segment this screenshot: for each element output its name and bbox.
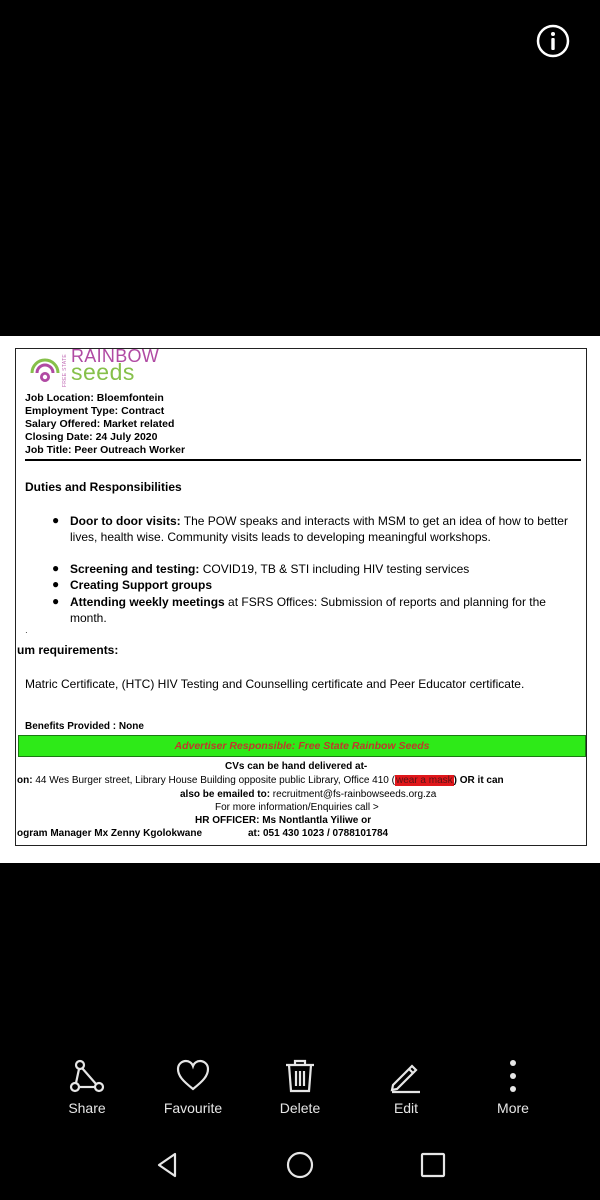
system-navigation-bar [0, 1140, 600, 1190]
requirements-text: Matric Certificate, (HTC) HIV Testing and Counselling certificate and Peer Educator certificate. [25, 677, 525, 691]
duty-item [70, 594, 585, 626]
program-manager: ogram Manager Mx Zenny Kgolokwane [17, 828, 203, 839]
advertiser-bar [18, 735, 586, 757]
more-label: More [497, 1100, 529, 1116]
job-location: Job Location: Bloemfontein [25, 392, 164, 404]
duty-text: COVID19, TB & STI including HIV testing services [199, 562, 470, 576]
back-button[interactable] [153, 1150, 183, 1180]
requirements-heading: um requirements: [17, 643, 119, 657]
duty-item [70, 577, 585, 593]
recents-icon [418, 1150, 448, 1180]
bullet-dot: ● [52, 561, 60, 575]
salary-offered: Salary Offered: Market related [25, 418, 175, 430]
logo-seeds-text: seeds [71, 359, 135, 385]
heart-icon [175, 1058, 211, 1094]
duty-item [70, 513, 580, 545]
mask-highlight: wear a mask [395, 775, 453, 786]
enquiries-line: For more information/Enquiries call > [215, 802, 379, 813]
logo-emblem-icon [28, 349, 62, 383]
advertiser-label: Advertiser Responsible: [174, 740, 296, 752]
more-vertical-icon [495, 1058, 531, 1094]
edit-button[interactable] [361, 1050, 451, 1116]
advertiser-name: Free State Rainbow Seeds [298, 740, 430, 752]
share-icon [69, 1058, 105, 1094]
email-value: recruitment@fs-rainbowseeds.org.za [270, 789, 437, 800]
duty-text: The POW speaks and interacts with MSM to get an idea of how to better lives, health wise. Community visits leads to developing meaningful workshops. [70, 514, 568, 544]
home-icon [285, 1150, 315, 1180]
address-prefix: on: [17, 775, 33, 786]
recents-button[interactable] [418, 1150, 448, 1180]
duty-item [70, 561, 585, 577]
info-icon [535, 23, 571, 59]
closing-date: Closing Date: 24 July 2020 [25, 431, 158, 443]
rainbow-seeds-logo [25, 345, 165, 389]
email-prefix: also be emailed to: [180, 789, 271, 800]
duty-title: Door to door visits: [70, 514, 181, 528]
duty-title: Creating Support groups [70, 578, 212, 592]
share-button[interactable] [42, 1050, 132, 1116]
back-icon [153, 1150, 183, 1180]
address-suffix: ) OR it can [453, 775, 504, 786]
bullet-dot: ● [52, 577, 60, 591]
cv-heading: CVs can be hand delivered at- [225, 761, 368, 772]
address-text: 44 Wes Burger street, Library House Building opposite public Library, Office 410 ( [32, 775, 395, 786]
pencil-icon [388, 1058, 424, 1094]
delete-button[interactable] [255, 1050, 345, 1116]
hr-officer: HR OFFICER: Ms Nontlantla Yiliwe or [195, 815, 372, 826]
bullet-dot: ● [52, 513, 60, 527]
info-button[interactable] [535, 23, 571, 59]
address-line [17, 774, 504, 787]
favourite-button[interactable] [148, 1050, 238, 1116]
share-label: Share [68, 1100, 106, 1116]
logo-rainbow-text: RAINBOW [71, 346, 160, 366]
employment-type: Employment Type: Contract [25, 405, 165, 417]
phone-numbers: at: 051 430 1023 / 0788101784 [248, 828, 389, 839]
logo-small-text: FREE STATE [62, 354, 68, 388]
stray-mark: · [25, 628, 28, 637]
favourite-label: Favourite [163, 1100, 223, 1116]
bullet-dot: ● [52, 594, 60, 608]
edit-label: Edit [393, 1100, 419, 1116]
trash-icon [282, 1058, 318, 1094]
divider [25, 459, 581, 461]
benefits-text: Benefits Provided : None [25, 721, 144, 732]
duty-title: Screening and testing: [70, 562, 200, 576]
email-line [180, 788, 436, 801]
more-button[interactable] [468, 1050, 558, 1116]
duty-title: Attending weekly meetings [70, 595, 225, 609]
delete-label: Delete [279, 1100, 321, 1116]
home-button[interactable] [285, 1150, 315, 1180]
duties-heading: Duties and Responsibilities [25, 480, 182, 494]
job-title: Job Title: Peer Outreach Worker [25, 444, 186, 456]
duty-text: at FSRS Offices: Submission of reports and planning for the month. [70, 595, 546, 625]
action-bar [0, 1050, 600, 1120]
